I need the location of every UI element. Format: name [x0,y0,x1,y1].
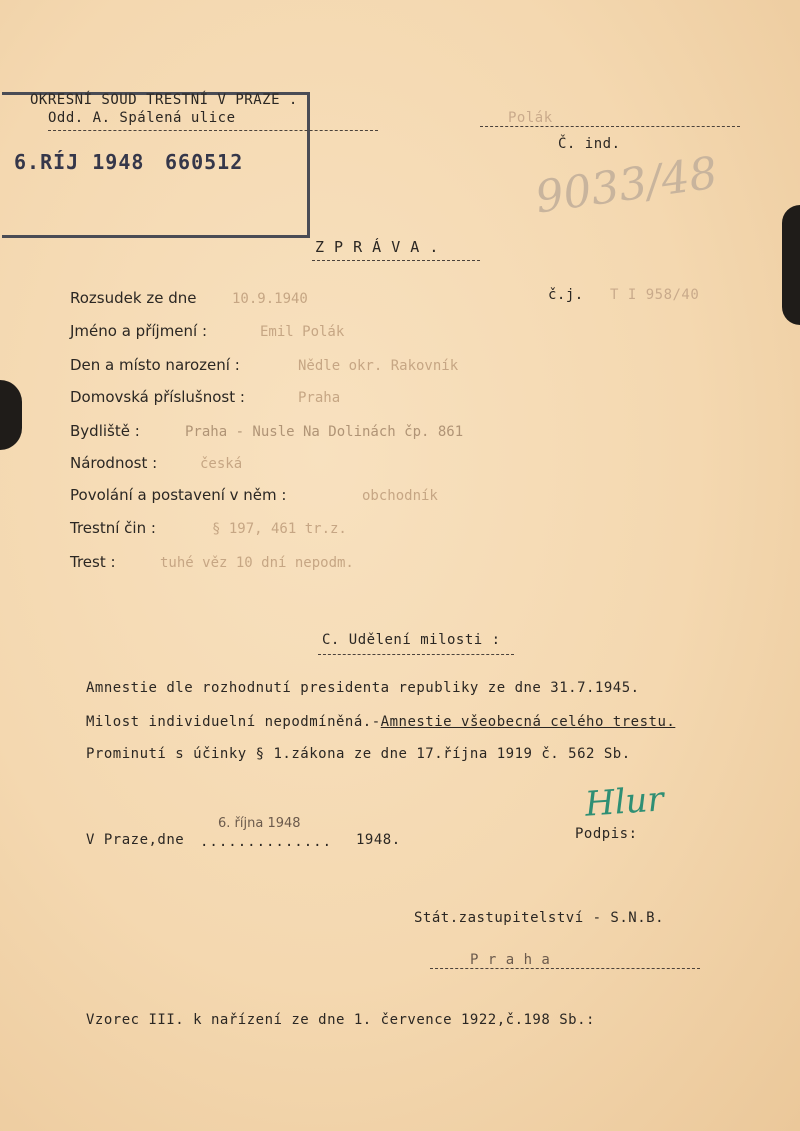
trestni-cin-label: Trestní čin : [70,519,156,537]
office-line2: P r a h a [470,952,551,968]
court-underline [48,130,378,131]
title-underline [312,260,480,261]
section-c-line2-prefix: Milost individuelní nepodmíněná.- [86,714,381,730]
stamp-date: 6.RÍJ 1948 [14,150,145,174]
page-hole-left [0,380,22,450]
domovska-label: Domovská příslušnost : [70,388,245,406]
narodnost-value: česká [200,456,243,472]
surname-top: Polák [508,110,553,126]
trest-value: tuhé věz 10 dní nepodm. [160,555,354,571]
section-c-line2 [86,714,675,730]
court-name-line2: Odd. A. Spálená ulice [48,110,236,126]
povolani-value: obchodník [362,488,438,504]
place-prefix: V Praze,dne [86,832,185,848]
office-underline [430,968,700,969]
narozeni-label: Den a místo narození : [70,356,240,374]
date-year: 1948. [356,832,401,848]
date-dots: .............. [200,834,333,850]
surname-underline [480,126,740,127]
narozeni-value: Nědle okr. Rakovník [298,358,459,374]
page-hole-right [782,205,800,325]
report-title: Z P R Á V A . [315,238,439,256]
bydliste-label: Bydliště : [70,422,140,440]
section-c-line3: Prominutí s účinky § 1.zákona ze dne 17.října 1919 č. 562 Sb. [86,746,631,762]
court-name-line1: OKRESNÍ SOUD TRESTNÍ V PRAZE . [30,92,298,108]
stamp-number: 660512 [165,150,244,174]
podpis-label: Podpis: [575,826,638,842]
rozsudek-label: Rozsudek ze dne [70,289,197,307]
jmeno-label: Jméno a příjmení : [70,322,208,340]
section-c-heading: C. Udělení milosti : [322,632,501,648]
section-c-line1: Amnestie dle rozhodnutí presidenta republiky ze dne 31.7.1945. [86,680,640,696]
trest-label: Trest : [70,553,116,571]
index-label: Č. ind. [558,136,621,152]
trestni-cin-value: § 197, 461 tr.z. [212,521,347,537]
cj-label: č.j. [548,287,584,303]
section-c-underline [318,654,514,655]
narodnost-label: Národnost : [70,454,158,472]
office-line1: Stát.zastupitelství - S.N.B. [414,910,665,926]
jmeno-value: Emil Polák [260,324,345,340]
bydliste-value: Praha - Nusle Na Dolinách čp. 861 [185,424,464,440]
rozsudek-value: 10.9.1940 [232,291,308,307]
domovska-value: Praha [298,390,341,406]
cj-value: T I 958/40 [610,287,700,303]
index-number-handwritten: 9033/48 [532,147,721,224]
stamped-date: 6. října 1948 [218,816,301,831]
section-c-line2-suffix: Amnestie všeobecná celého trestu. [380,714,676,730]
handwritten-signature: Hlur [583,779,665,825]
form-footer: Vzorec III. k nařízení ze dne 1. července 1922,č.198 Sb.: [86,1012,595,1028]
povolani-label: Povolání a postavení v něm : [70,486,287,504]
